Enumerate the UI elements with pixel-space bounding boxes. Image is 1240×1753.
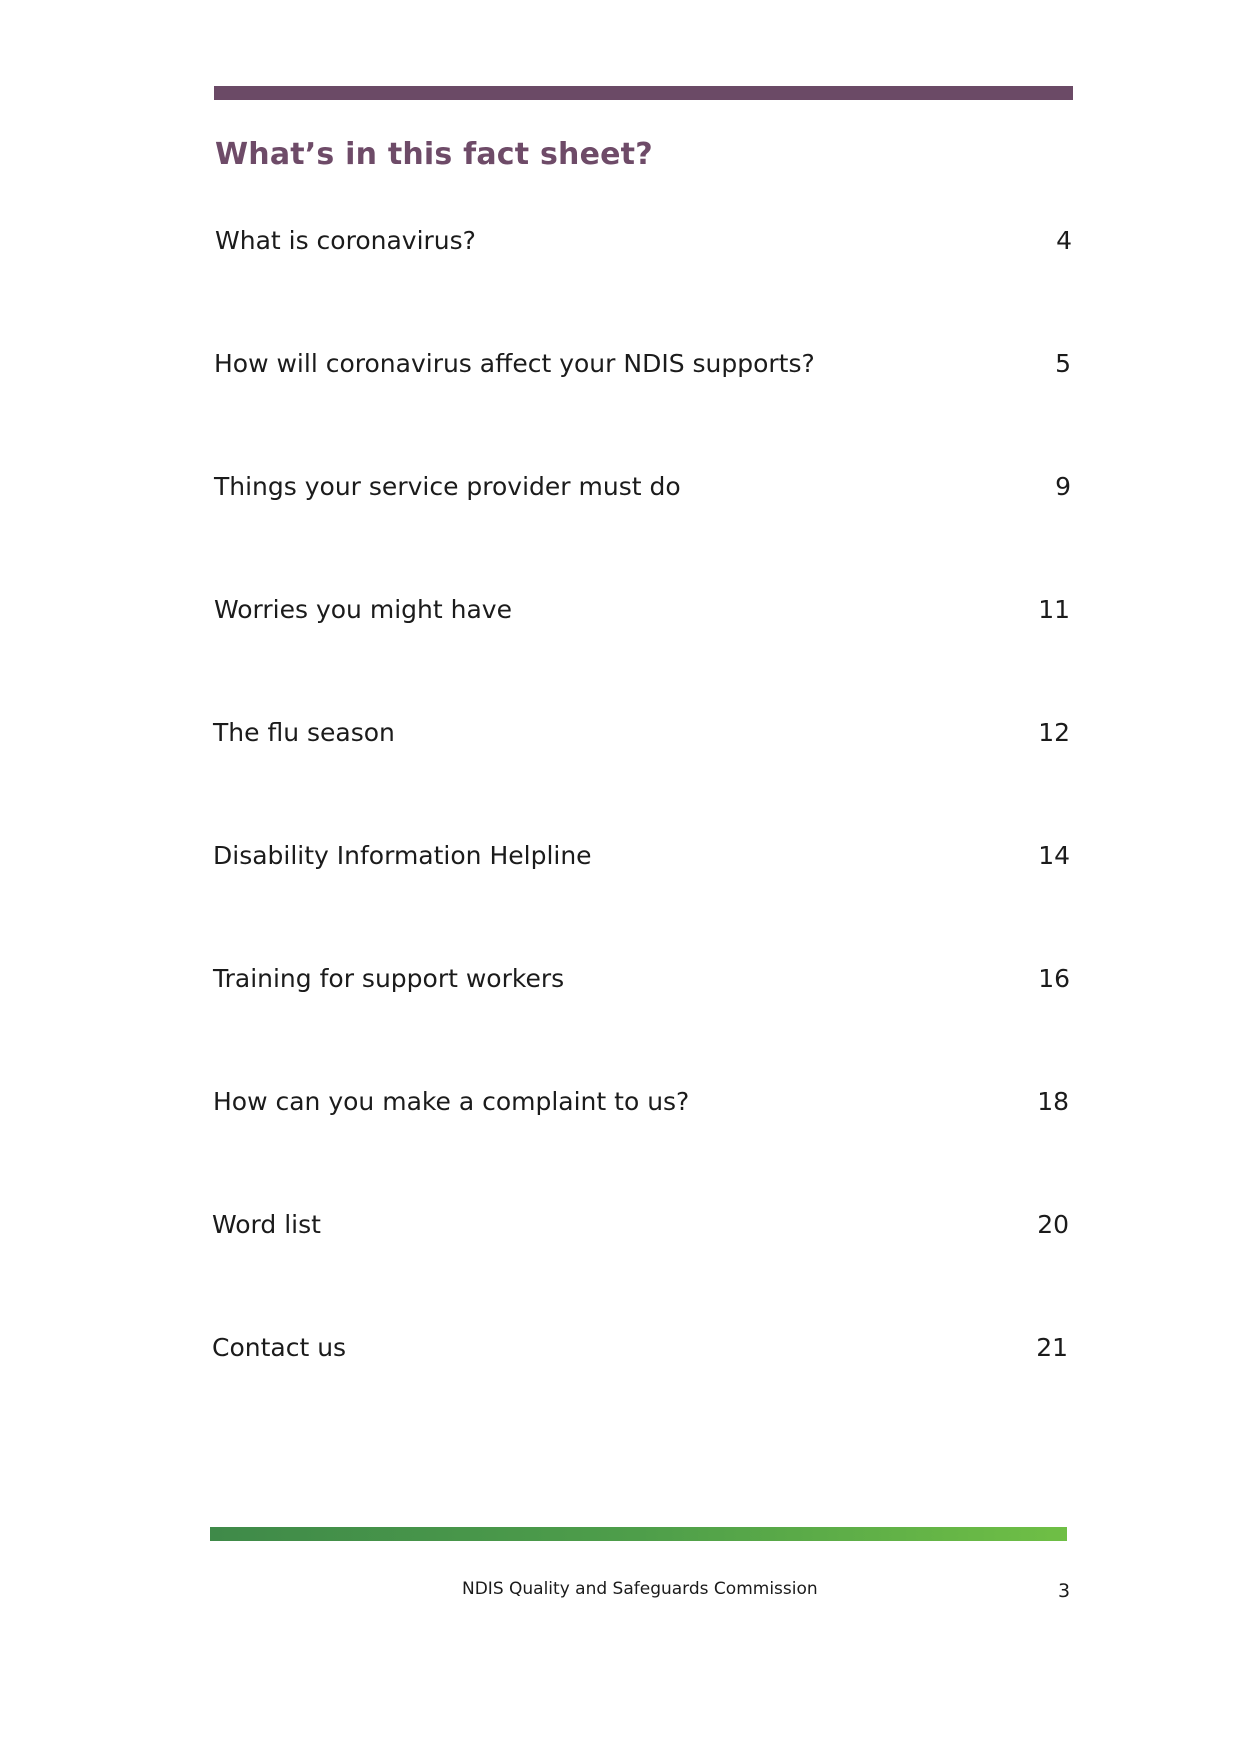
toc-entry[interactable] <box>214 589 1070 629</box>
footer-page-number: 3 <box>1058 1580 1071 1602</box>
toc-entry-label: Contact us <box>212 1332 347 1362</box>
toc-entry[interactable] <box>212 1204 1069 1244</box>
toc-entry-page: 4 <box>1056 225 1072 255</box>
toc-entry-page: 14 <box>1038 840 1070 870</box>
bottom-divider <box>210 1527 1067 1541</box>
toc-entry-page: 18 <box>1037 1086 1069 1116</box>
toc-entry-label: How will coronavirus affect your NDIS supports? <box>214 348 815 378</box>
contents-heading: What’s in this fact sheet? <box>215 137 653 172</box>
toc-entry[interactable] <box>213 1081 1069 1121</box>
footer-organisation: NDIS Quality and Safeguards Commission <box>462 1579 818 1599</box>
toc-entry-label: Word list <box>212 1209 321 1239</box>
toc-entry-page: 21 <box>1036 1332 1068 1362</box>
toc-entry-page: 12 <box>1038 717 1070 747</box>
toc-entry[interactable] <box>213 958 1070 998</box>
toc-entry[interactable] <box>213 835 1070 875</box>
toc-entry-label: Training for support workers <box>213 963 565 993</box>
toc-entry-page: 20 <box>1037 1209 1069 1239</box>
toc-entry-label: Worries you might have <box>214 594 512 624</box>
toc-entry-label: Things your service provider must do <box>214 471 681 501</box>
toc-entry-page: 5 <box>1055 348 1071 378</box>
toc-entry[interactable] <box>212 1327 1068 1367</box>
toc-entry-label: What is coronavirus? <box>215 225 476 255</box>
toc-entry-label: The flu season <box>213 717 395 747</box>
toc-entry[interactable] <box>215 220 1072 260</box>
toc-entry-page: 11 <box>1038 594 1070 624</box>
toc-entry-label: How can you make a complaint to us? <box>213 1086 690 1116</box>
toc-entry[interactable] <box>214 466 1071 506</box>
toc-entry-page: 9 <box>1055 471 1071 501</box>
toc-entry-label: Disability Information Helpline <box>213 840 592 870</box>
toc-entry[interactable] <box>213 712 1070 752</box>
toc-entry-page: 16 <box>1038 963 1070 993</box>
toc-entry[interactable] <box>214 343 1071 383</box>
